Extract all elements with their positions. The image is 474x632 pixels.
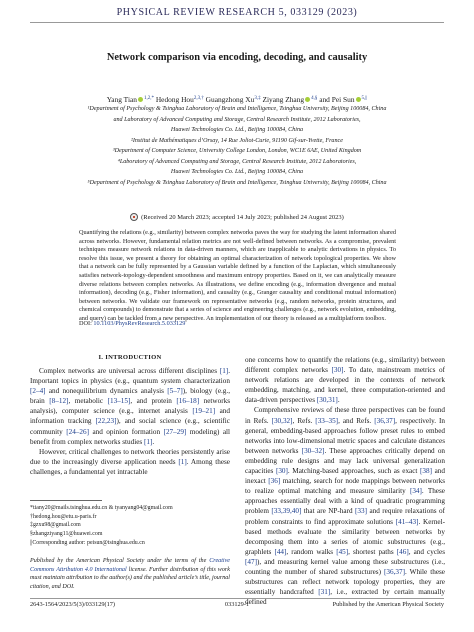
body-text: ), and social science (e.g., scientific community <box>30 417 230 436</box>
citation-link[interactable]: [5–7] <box>167 387 183 396</box>
citation-link[interactable]: [13–15] <box>107 397 131 406</box>
citation-link[interactable]: [30] <box>331 366 344 375</box>
footnote: *tiany20@mails.tsinghua.edu.cn & tyanyang04@gmail.com <box>30 505 173 511</box>
citation-link[interactable]: [1] <box>178 457 187 466</box>
doi-link[interactable]: 10.1103/PhysRevResearch.5.033129 <box>93 320 186 327</box>
body-text: Comprehensive reviews of these three perspectives can be found in Refs. <box>245 406 445 425</box>
body-text: modeling) all benefit from complex networks studies <box>30 427 230 446</box>
body-text: ), and measuring kernel value among these substructures (i.e., counting the number of shared substructures) <box>245 557 445 576</box>
citation-link[interactable]: [30,32] <box>271 416 293 425</box>
doi-label: DOI: <box>79 320 92 327</box>
body-text: . <box>337 396 340 405</box>
citation-link[interactable]: [33] <box>355 507 368 516</box>
citation-link[interactable]: [8–12] <box>49 397 69 406</box>
author-superscript: 3,‡ <box>254 96 261 101</box>
affiliation-line: ²Institut de Mathématiques d’Orsay, 14 Rue Joliot-Curie, 91190 Gif-sur-Yvette, France <box>131 137 343 144</box>
citation-link[interactable]: [1] <box>219 367 229 375</box>
paragraph <box>245 355 445 405</box>
citation-link[interactable]: [36,37] <box>374 416 396 425</box>
author-superscript: 4,§ <box>311 96 318 101</box>
citation-link[interactable]: [19–21] <box>192 407 216 416</box>
affiliation-line: ³Department of Computer Science, University College London, London, WC1E 6AE, United Kingdom <box>112 148 362 154</box>
abstract-text: Quantifying the relations (e.g., similarity) between complex networks paves the way for studying the latent information shared across networks. However, fundamental relation metrics are not well-defined between networks. As a compromise, prevalent techniques measure network relations in data-driven manners, which are inapplicable to analytic derivations in physics. To resolve this issue, we present a theory for obtaining an optimal characterization of network topological properties. We show that a network can be fully represented by a Gaussian variable defined by a function of the Laplacian, which simultaneously satisfies network-topology-dependent smoothness and maximum entropy properties. Based on it, we can analytically measure diverse relations between complex networks. As illustrations, we define encoding (e.g., information divergence and mutual information), decoding (e.g., Fisher information), and causality (e.g., Granger causality and conditional mutual information) between networks. We validate our framework on representative networks (e.g., random networks, protein structures, and chemical compounds) to demonstrate that a series of science and engineering challenges (e.g., network evolution, embedding, and query) can be tackled from a new perspective. An implementation of our theory is released as a multiplatform toolbox. <box>79 229 396 322</box>
body-text: . Among these challenges, a fundamental yet intractable <box>30 457 230 476</box>
footnote: ‡gzxu98@gmail.com <box>30 522 81 529</box>
abstract <box>79 229 396 324</box>
author-list: Yang Tian $^{1,2,*}$ Hedong Hou$^{2,3,\dagger}$ Guangzhong $Xu^{3,\ddagger}$ Ziyang Zhang $^{4,\S}$ and Pei Sun $^{5,||}$ <box>106 95 368 104</box>
body-text: Complex networks are universal across different disciplines <box>39 367 220 375</box>
body-text: , and cycles <box>408 547 446 556</box>
body-text: . These approaches critically depend on embedding rule designs and may lack universal generalization capacities <box>245 446 446 476</box>
license-text: Published by the American Physical Society under the terms of the <box>30 558 210 564</box>
paragraph <box>30 366 230 447</box>
citation-link[interactable]: [1] <box>143 437 153 446</box>
affiliation-line: Huawei Technologies Co. Ltd., Beijing 100084, China <box>170 127 304 133</box>
author-name[interactable]: Guangzhong Xu <box>205 95 255 104</box>
doi-line <box>79 320 185 327</box>
citation-link[interactable]: [30–32] <box>301 446 325 455</box>
footnote: ||Corresponding author: peisun@tsinghua.edu.cn <box>30 539 145 546</box>
journal-header: PHYSICAL REVIEW RESEARCH 5, 033129 (2023) <box>116 7 358 18</box>
license-text: license. Further distribution of this work must maintain attribution to the author(s) and the published article’s title, journal citation, and DOI. <box>30 566 230 591</box>
orcid-icon[interactable] <box>138 97 143 102</box>
header-divider <box>30 22 444 23</box>
body-text: that are NP-hard <box>301 507 356 516</box>
citation-link[interactable]: [30,31] <box>316 396 338 405</box>
affiliation-line: ⁵Department of Psychology & Tsinghua Laboratory of Brain and Intelligence, Tsinghua University, Beijing 100084, China <box>87 179 387 186</box>
body-column-right <box>245 355 445 607</box>
citation-link[interactable]: [47] <box>245 557 257 566</box>
check-for-updates-icon[interactable] <box>130 213 138 221</box>
citation-link[interactable]: [27–29] <box>163 427 187 436</box>
citation-link[interactable]: [22,23] <box>95 417 117 426</box>
citation-link[interactable]: [36] <box>268 477 281 486</box>
body-text: , shortest paths <box>348 547 397 556</box>
body-text: , random walks <box>286 547 337 556</box>
citation-link[interactable]: [33–35] <box>315 416 339 425</box>
body-text: matching, search for node mappings between networks to realize optimal matching and measure similarity <box>245 477 445 496</box>
footer-issn: 2643-1564/2023/5(3)/033129(17) <box>30 601 115 608</box>
body-text: . To date, mainstream metrics of network relations are developed in the contexts of network embedding, matching, and kernel, three computation-oriented and data-driven perspectives <box>245 366 445 405</box>
affiliation-line: Huawei Technologies Co. Ltd., Beijing 100084, China <box>170 169 304 175</box>
citation-link[interactable]: [45] <box>336 547 349 556</box>
body-text: and nonequilibrium dynamics analysis <box>45 387 168 396</box>
body-text: and information tracking <box>30 407 230 426</box>
body-text: , metabolic <box>68 397 108 406</box>
received-text: (Received 20 March 2023; accepted 14 July 2023; published 24 August 2023) <box>141 214 344 221</box>
citation-link[interactable]: [33,39,40] <box>271 507 302 516</box>
orcid-icon[interactable] <box>305 97 310 102</box>
body-text: and inexact <box>245 467 445 486</box>
orcid-icon[interactable] <box>356 97 361 102</box>
license-link[interactable]: Creative Commons Attribution 4.0 International <box>30 558 230 573</box>
citation-link[interactable]: [44] <box>274 547 287 556</box>
citation-link[interactable]: [2–4] <box>30 387 46 396</box>
footnotes <box>30 504 230 548</box>
affiliation-line: and Laboratory of Advanced Computing and Storage, Central Research Institute, 2012 Laboratories, <box>113 116 361 123</box>
citation-link[interactable]: [31] <box>318 588 331 597</box>
body-text: . <box>152 437 155 446</box>
author-superscript: 5,|| <box>361 96 368 101</box>
body-text: . Kernel-based methods evaluate the similarity between networks by decomposing them into a series of atomic substructures (e.g., graphlets <box>245 517 445 556</box>
body-text: and opinion formation <box>88 427 164 436</box>
article-title: Network comparison via encoding, decoding, and causality <box>106 52 368 63</box>
author-superscript: 1,2,* <box>143 96 154 101</box>
author-name[interactable]: Hedong Hou <box>155 95 194 104</box>
author-name[interactable]: Yang Tian <box>106 95 137 104</box>
paragraph <box>245 405 445 607</box>
body-text: , Refs. <box>292 416 316 425</box>
body-text: . While these substructures can reflect network topology properties, they are essentially handcrafted <box>245 567 445 597</box>
footnote: §zhangziyang11@huawei.com <box>30 531 103 538</box>
paragraph <box>30 447 230 477</box>
body-text: ), biology (e.g., brain <box>30 387 230 406</box>
affiliation-line: ⁴Laboratory of Advanced Computing and Storage, Central Research Institute, 2012 Laboratories, <box>117 158 357 165</box>
body-text: and require relaxations of problem constraints to find approximate solutions <box>245 507 446 526</box>
citation-link[interactable]: [30] <box>275 467 288 476</box>
citation-link[interactable]: [16–18] <box>176 397 200 406</box>
received-dates <box>0 213 474 221</box>
body-text: , respectively. In general, embedding-based approaches follow preset rules to embed networks into low-dimensional metric spaces and calculate distances between networks <box>245 416 445 455</box>
affiliation-line: ¹Department of Psychology & Tsinghua Laboratory of Brain and Intelligence, Tsinghua University, Beijing 100084, China <box>87 106 387 112</box>
body-text: . Matching-based approaches, such as exact <box>287 467 421 476</box>
body-text: , and Refs. <box>338 416 375 425</box>
section-heading: I. INTRODUCTION <box>98 354 162 361</box>
citation-link[interactable]: [24–26] <box>66 427 89 436</box>
body-text: . These approaches essentially deal with a kind of quadratic programming problem <box>245 487 445 516</box>
author-superscript: 2,3,† <box>193 96 204 101</box>
footer-divider <box>30 598 444 599</box>
citation-link[interactable]: [46] <box>396 547 409 556</box>
body-text: one concerns how to quantify the relations (e.g., similarity) between different complex networks <box>245 356 445 375</box>
page-number: 033129-1 <box>224 601 250 608</box>
footnote-divider <box>30 500 102 501</box>
license-notice <box>30 557 230 592</box>
body-text: , and protein <box>130 397 177 406</box>
body-text: , i.e., extracted by certain manually defined <box>245 588 445 607</box>
citation-link[interactable]: [38] <box>420 467 433 476</box>
body-text: . Important topics in physics (e.g., quantum system characterization <box>30 367 230 386</box>
footer-publisher: Published by the American Physical Society <box>332 601 444 608</box>
footnote: †hedong.hou@etu.u-paris.fr <box>30 513 97 520</box>
author-name[interactable]: Ziyang Zhang <box>262 95 305 104</box>
body-text: However, critical challenges to network theories persistently arise due to the increasingly diverse application needs <box>30 447 230 466</box>
citation-link[interactable]: [41–43] <box>395 517 419 526</box>
citation-link[interactable]: [34] <box>409 487 422 496</box>
body-column-left <box>30 366 230 477</box>
body-text: networks analysis), computer science (e.g., internet analysis <box>30 397 230 416</box>
citation-link[interactable]: [36,37] <box>384 567 405 576</box>
author-name[interactable]: Pei Sun <box>331 95 355 104</box>
